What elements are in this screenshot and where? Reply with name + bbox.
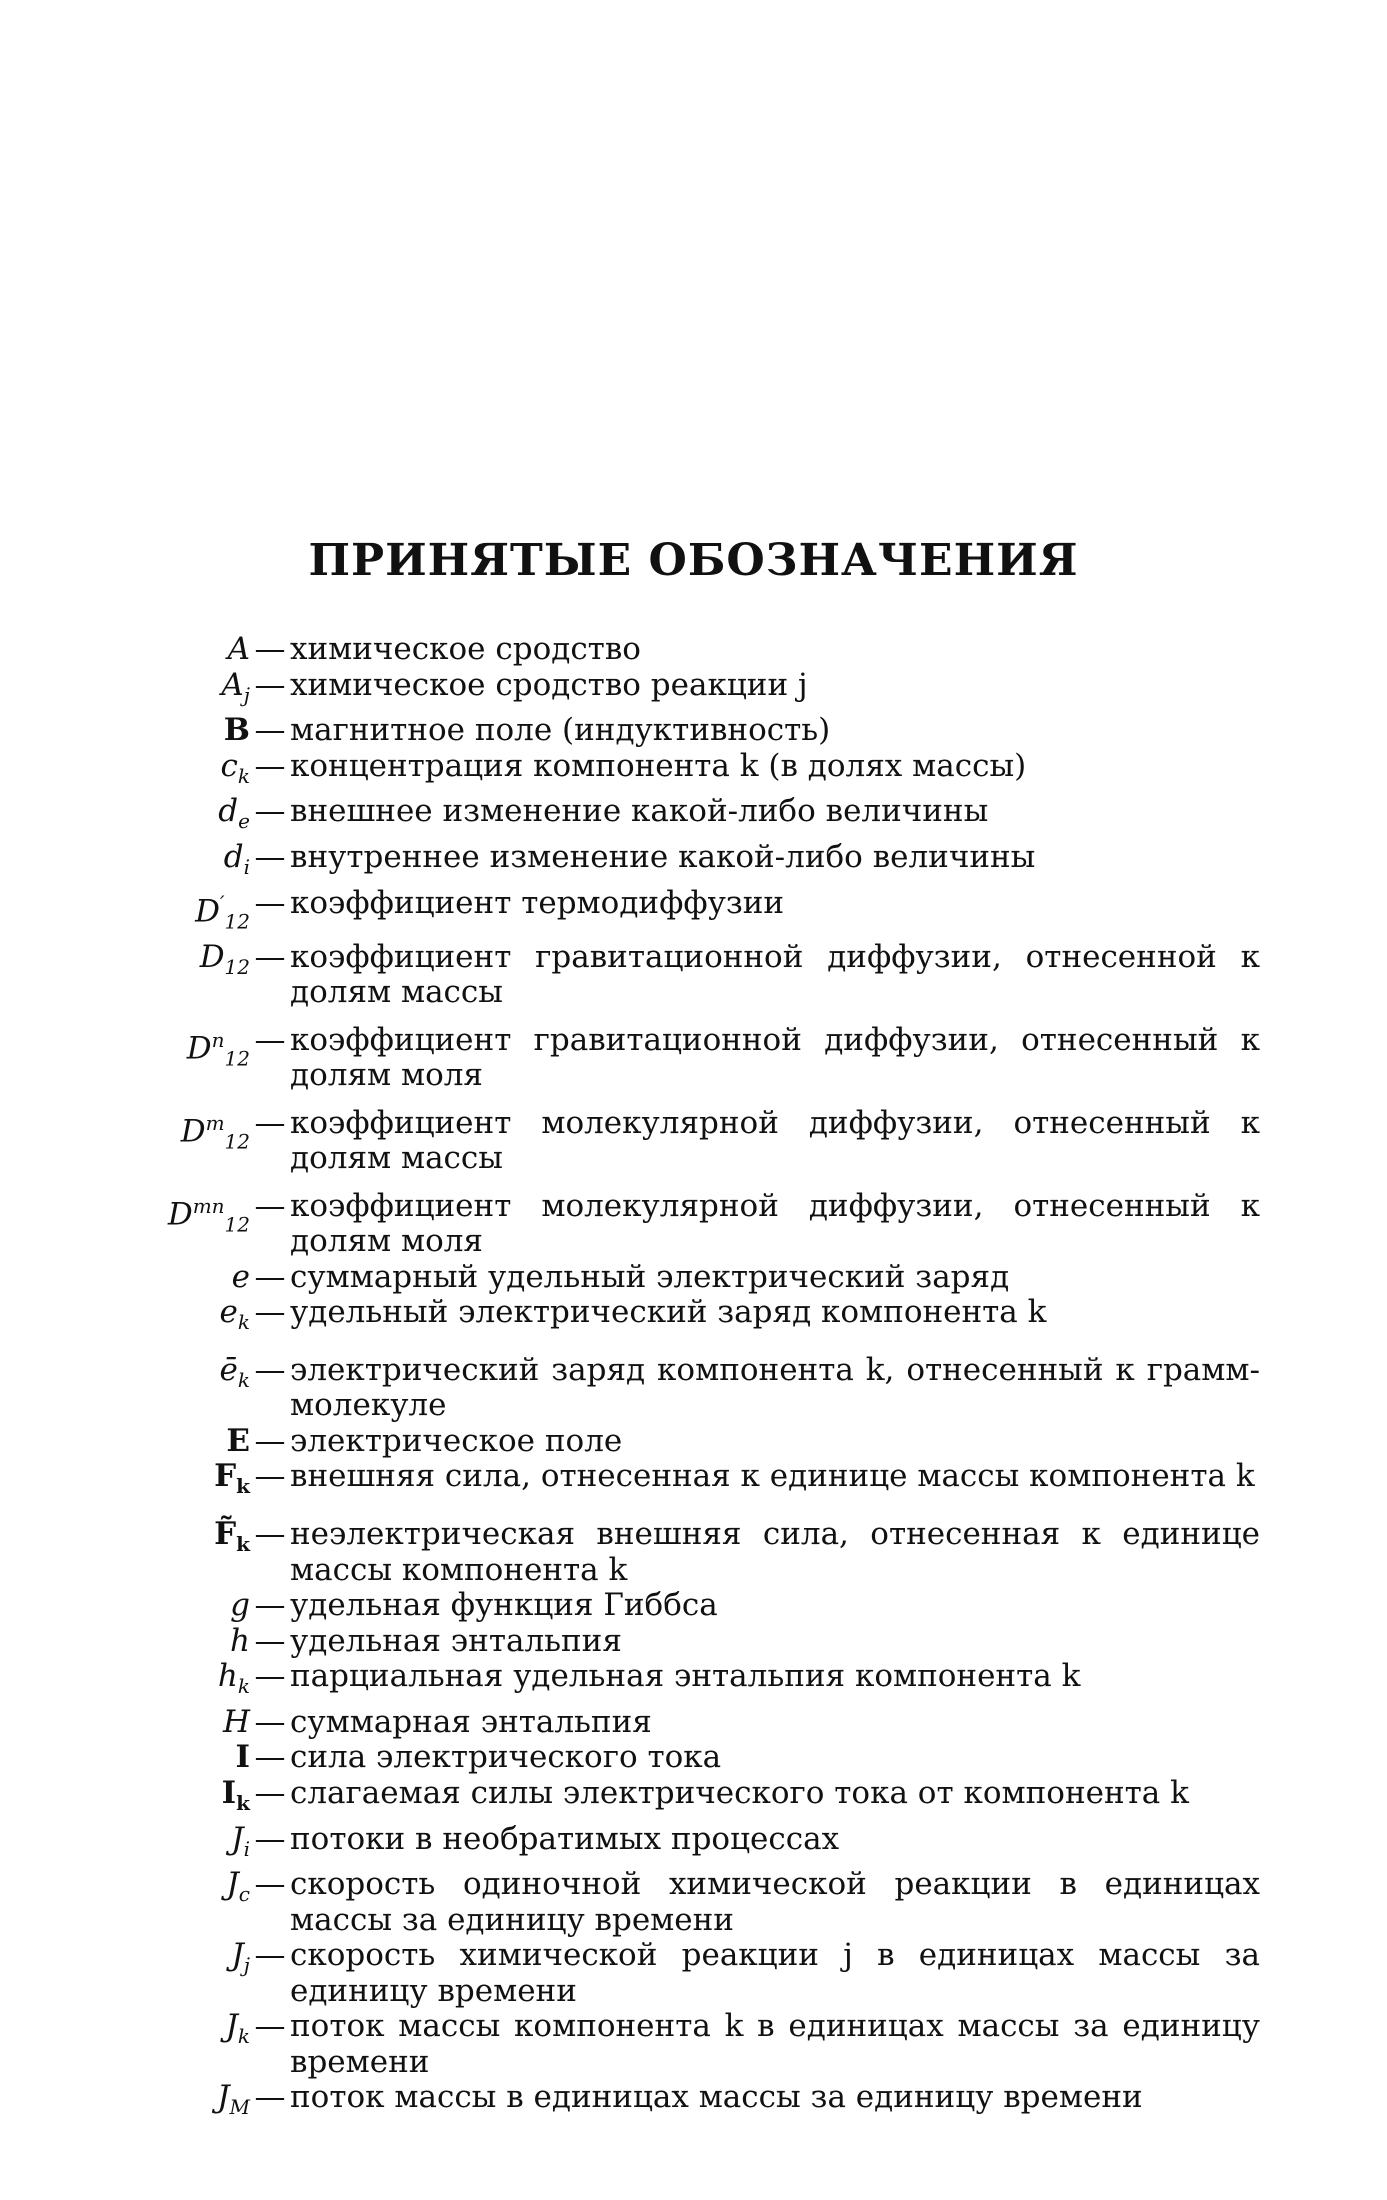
symbol: g — [230, 1587, 250, 1624]
dash: — — [254, 1703, 286, 1740]
dash: — — [254, 712, 286, 749]
notation-entry — [130, 1776, 1260, 1822]
definition: слагаемая силы электрического тока от компонента k — [290, 1774, 1189, 1811]
dash: — — [254, 1458, 286, 1495]
notation-entry — [130, 1659, 1260, 1705]
notation-entry — [130, 668, 1260, 714]
definition: внешняя сила, отнесенная к единице массы компонента k — [290, 1458, 1255, 1495]
symbol: $D^m_{12}$ — [180, 1110, 250, 1154]
definition: коэффициент гравитационной диффузии, отнесенный к долям моля — [290, 1021, 1260, 1094]
definition: химическое сродство реакции j — [290, 666, 808, 703]
symbol: $h_k$ — [217, 1658, 250, 1699]
notation-entry — [130, 1517, 1260, 1588]
definition: электрическое поле — [290, 1422, 623, 1459]
symbol: $c_k$ — [220, 747, 250, 788]
dash: — — [254, 1622, 286, 1659]
dash: — — [254, 1104, 286, 1141]
notation-entry — [130, 1295, 1260, 1341]
dash: — — [254, 839, 286, 876]
symbol: I — [235, 1739, 250, 1776]
symbol: $F̃_k$ — [214, 1516, 250, 1557]
dash: — — [254, 1739, 286, 1776]
notation-entry — [130, 2080, 1260, 2126]
definition: удельный электрический заряд компонента k — [290, 1294, 1047, 1331]
notation-entry — [130, 713, 1260, 749]
notation-entry — [130, 1424, 1260, 1460]
dash: — — [254, 1516, 286, 1553]
symbol: B — [223, 712, 250, 749]
dash: — — [254, 938, 286, 975]
definition: коэффициент молекулярной диффузии, отнесенный к долям моля — [290, 1187, 1260, 1260]
definition: коэффициент гравитационной диффузии, отнесенной к долям массы — [290, 938, 1260, 1011]
definition: электрический заряд компонента k, отнесенный к грамм-молекуле — [290, 1351, 1260, 1424]
symbol: E — [226, 1422, 250, 1459]
dash: — — [254, 1658, 286, 1695]
notation-entry — [130, 1740, 1260, 1776]
dash: — — [254, 1587, 286, 1624]
definition: химическое сродство — [290, 631, 641, 667]
notation-entry — [130, 886, 1260, 940]
definition: удельная энтальпия — [290, 1622, 622, 1659]
definition: суммарная энтальпия — [290, 1703, 652, 1740]
dash: — — [254, 2079, 286, 2116]
definition: скорость одиночной химической реакции в единицах массы за единицу времени — [290, 1866, 1260, 1938]
page-title: ПРИНЯТЫЕ ОБОЗНАЧЕНИЯ — [308, 535, 1079, 586]
symbol: $I_k$ — [221, 1774, 250, 1816]
symbol: A — [227, 631, 250, 667]
notation-entry — [130, 1624, 1260, 1660]
notation-entry — [130, 632, 1260, 668]
notation-list — [130, 632, 1260, 2126]
definition: коэффициент термодиффузии — [290, 884, 785, 921]
definition: коэффициент молекулярной диффузии, отнесенный к долям массы — [290, 1104, 1260, 1177]
dash: — — [254, 1774, 286, 1811]
definition: парциальная удельная энтальпия компонента k — [290, 1658, 1081, 1695]
notation-entry — [130, 1260, 1260, 1296]
notation-entry — [130, 1588, 1260, 1624]
definition: поток массы в единицах массы за единицу времени — [290, 2079, 1143, 2116]
dash: — — [254, 1187, 286, 1224]
notation-entry — [130, 1822, 1260, 1868]
symbol: $J_c$ — [226, 1866, 250, 1907]
notation-entry — [130, 1023, 1260, 1094]
notation-entry — [130, 940, 1260, 1011]
symbol: $J_i$ — [231, 1820, 250, 1861]
notation-entry — [130, 1459, 1260, 1505]
definition: магнитное поле (индуктивность) — [290, 712, 831, 749]
symbol: $d_i$ — [223, 839, 250, 880]
definition: сила электрического тока — [290, 1739, 722, 1776]
definition: суммарный удельный электрический заряд — [290, 1258, 1010, 1295]
definition: поток массы компонента k в единицах массы за единицу времени — [290, 2008, 1260, 2080]
symbol: $F_k$ — [214, 1458, 250, 1499]
dash: — — [254, 1866, 286, 1903]
definition: удельная функция Гиббса — [290, 1587, 718, 1624]
symbol: $J_k$ — [225, 2008, 250, 2049]
notation-entry — [130, 1106, 1260, 1177]
dash: — — [254, 884, 286, 921]
dash: — — [254, 631, 286, 667]
notation-entry — [130, 1938, 1260, 2009]
definition: внешнее изменение какой-либо величины — [290, 793, 989, 830]
symbol: $ē_k$ — [219, 1351, 250, 1393]
dash: — — [254, 1820, 286, 1857]
notation-entry — [130, 794, 1260, 840]
symbol: $J_j$ — [231, 1937, 250, 1978]
definition: внутреннее изменение какой-либо величины — [290, 839, 1036, 876]
notation-entry — [130, 2009, 1260, 2080]
dash: — — [254, 1422, 286, 1459]
definition: потоки в необратимых процессах — [290, 1820, 840, 1857]
symbol: $D_{12}$ — [199, 938, 250, 979]
dash: — — [254, 666, 286, 703]
notation-entry — [130, 840, 1260, 886]
definition: скорость химической реакции j в единицах массы за единицу времени — [290, 1937, 1260, 2009]
symbol: $D^n_{12}$ — [186, 1027, 250, 1071]
dash: — — [254, 1937, 286, 1974]
dash: — — [254, 1351, 286, 1388]
symbol: $e_k$ — [219, 1294, 250, 1335]
symbol: $A_j$ — [221, 666, 250, 707]
definition: неэлектрическая внешняя сила, отнесенная к единице массы компонента k — [290, 1516, 1260, 1588]
dash: — — [254, 793, 286, 830]
dash: — — [254, 2008, 286, 2045]
symbol: $J_M$ — [217, 2079, 250, 2120]
dash: — — [254, 1258, 286, 1295]
dash: — — [254, 747, 286, 784]
symbol: H — [222, 1703, 250, 1740]
symbol: $D'_{12}$ — [195, 890, 250, 934]
symbol: $D^{mn}_{12}$ — [167, 1193, 250, 1237]
symbol: $d_e$ — [218, 793, 250, 834]
symbol: e — [231, 1258, 250, 1295]
notation-entry — [130, 749, 1260, 795]
symbol: h — [230, 1622, 250, 1659]
dash: — — [254, 1294, 286, 1331]
dash: — — [254, 1021, 286, 1058]
notation-entry — [130, 1705, 1260, 1741]
definition: концентрация компонента k (в долях массы) — [290, 747, 1027, 784]
notation-entry — [130, 1867, 1260, 1938]
notation-entry — [130, 1353, 1260, 1424]
notation-entry — [130, 1189, 1260, 1260]
